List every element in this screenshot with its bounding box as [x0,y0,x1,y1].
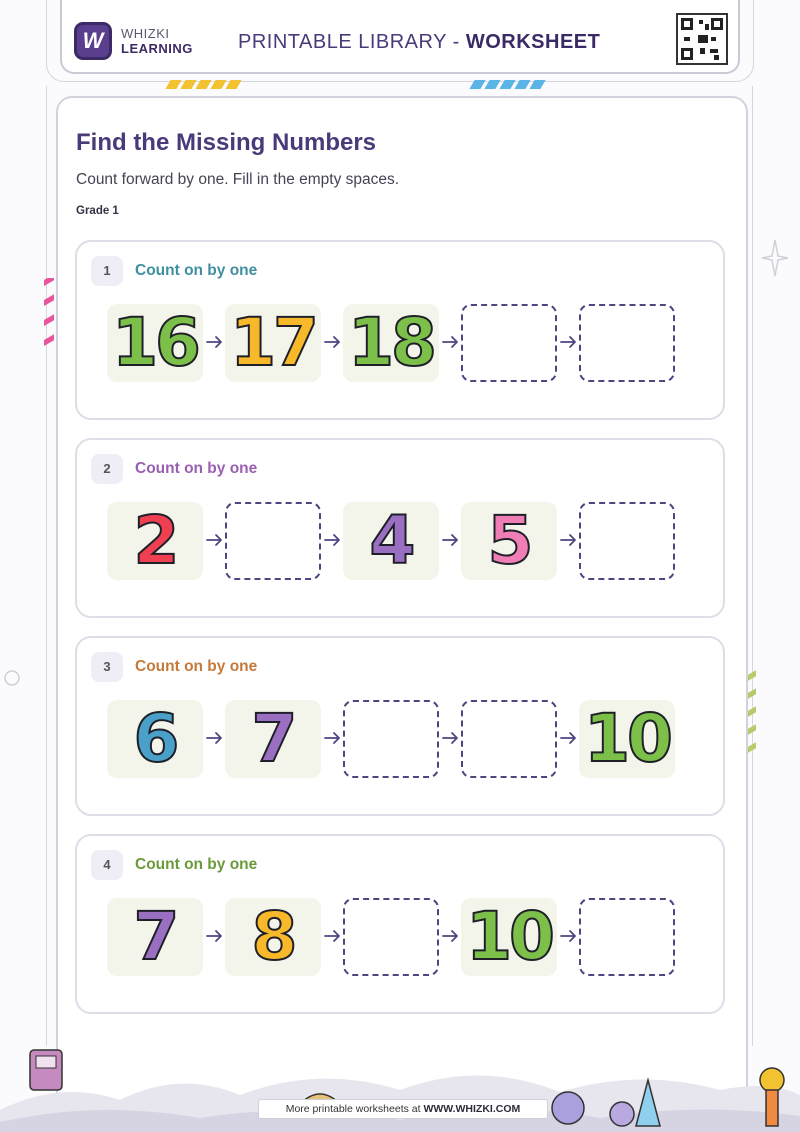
header-title [238,31,600,54]
number-tile [579,700,675,778]
answer-box[interactable] [579,502,675,580]
answer-box[interactable] [461,700,557,778]
exercise-label: Count on by one [135,460,258,477]
arrow-right-icon [559,728,579,748]
arrow-right-icon [441,530,461,550]
number-value: 17 [230,304,316,381]
answer-box[interactable] [225,502,321,580]
header-title-bold: WORKSHEET [465,31,601,53]
arrow-right-icon [205,926,225,946]
number-tile [225,304,321,382]
number-tile [107,304,203,382]
blue-stripe-decoration [472,80,543,90]
exercise-label: Count on by one [135,658,258,675]
header-title-prefix: PRINTABLE LIBRARY - [238,31,466,53]
arrow-right-icon [205,728,225,748]
number-value: 6 [133,700,177,777]
exercise-number-badge: 3 [91,652,123,682]
number-tile [107,898,203,976]
answer-box[interactable] [343,898,439,976]
number-tile [107,502,203,580]
arrow-right-icon [559,926,579,946]
arrow-right-icon [323,530,343,550]
qr-code-icon [676,13,728,65]
number-tile [107,700,203,778]
exercise-number-badge: 4 [91,850,123,880]
number-value: 16 [112,304,198,381]
pink-stripe-decoration [44,278,54,350]
circle-decoration [2,668,22,688]
arrow-right-icon [559,530,579,550]
exercise-label: Count on by one [135,856,258,873]
arrow-right-icon [205,530,225,550]
yellow-stripe-decoration [168,80,239,90]
footer-link[interactable]: WWW.WHIZKI.COM [423,1103,521,1115]
footer-banner [258,1099,548,1119]
number-tile [461,502,557,580]
exercise-card [75,438,725,618]
number-value: 7 [133,898,177,975]
grade-label: Grade 1 [76,205,119,217]
exercise-label: Count on by one [135,262,258,279]
arrow-right-icon [323,926,343,946]
arrow-right-icon [205,332,225,352]
arrow-right-icon [441,728,461,748]
exercise-number-badge: 2 [91,454,123,484]
frame-line-left [46,86,48,1046]
arrow-right-icon [559,332,579,352]
number-value: 18 [348,304,434,381]
logo-line-2: LEARNING [121,41,193,56]
answer-box[interactable] [579,898,675,976]
number-tile [343,502,439,580]
worksheet-title: Find the Missing Numbers [76,129,377,156]
arrow-right-icon [441,926,461,946]
answer-box[interactable] [461,304,557,382]
exercise-card [75,834,725,1014]
number-tile [225,700,321,778]
number-value: 7 [251,700,295,777]
number-value: 5 [487,502,531,579]
exercise-card [75,240,725,420]
number-value: 2 [133,502,177,579]
exercise-number-badge: 1 [91,256,123,286]
arrow-right-icon [323,728,343,748]
exercise-card [75,636,725,816]
worksheet-instructions: Count forward by one. Fill in the empty spaces. [76,171,400,188]
answer-box[interactable] [343,700,439,778]
arrow-right-icon [323,332,343,352]
whizki-logo-icon: W [74,22,112,60]
answer-box[interactable] [579,304,675,382]
sparkle-decoration [760,238,790,278]
number-value: 10 [466,898,552,975]
number-tile [461,898,557,976]
number-value: 4 [369,502,413,579]
footer-text: More printable worksheets at [285,1103,424,1115]
number-tile [225,898,321,976]
number-tile [343,304,439,382]
frame-line-right [752,86,754,1046]
number-value: 8 [251,898,295,975]
logo-wordmark [121,26,193,56]
logo-line-1: WHIZKI [121,26,170,41]
number-value: 10 [584,700,670,777]
arrow-right-icon [441,332,461,352]
